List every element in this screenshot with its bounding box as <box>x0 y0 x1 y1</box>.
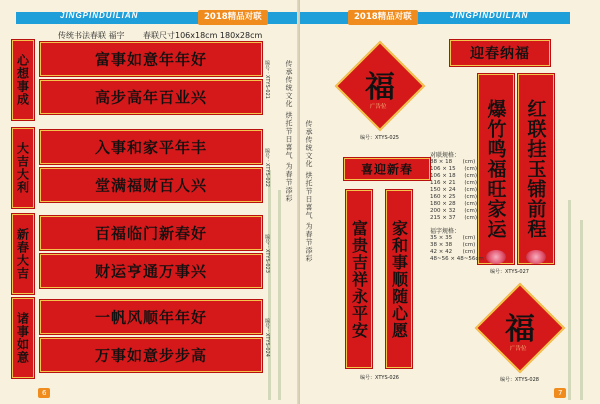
spec-item: 88 × 18 (cm) <box>430 159 476 165</box>
product-code: 编号：XTYS-023 <box>264 234 270 273</box>
product-code: 编号：XTYS-025 <box>360 135 399 141</box>
spec-item: 38 × 38 (cm) <box>430 242 476 248</box>
couplet-upper: 红联挂玉铺前程 <box>518 74 554 264</box>
spec-item: 215 × 37 (cm) <box>430 215 478 221</box>
product-code: 编号：XTYS-028 <box>500 377 539 383</box>
ad-label: 广告位 <box>370 104 387 110</box>
spec-item: 35 × 35 (cm) <box>430 235 476 241</box>
right-page <box>300 0 600 404</box>
page-number: 7 <box>554 388 566 398</box>
fu-spec-title: 福字规格： <box>430 228 461 235</box>
spec-item: 106 × 15 (cm) <box>430 166 478 172</box>
spec-item: 42 × 42 (cm) <box>430 249 476 255</box>
brand-text: JINGPINDUILIAN <box>60 11 139 20</box>
couplet-upper: 一帆风顺年年好 <box>40 300 262 334</box>
page-number: 6 <box>38 388 50 398</box>
spec-item: 106 × 18 (cm) <box>430 173 478 179</box>
product-code: 编号：XTYS-022 <box>264 148 270 187</box>
caption-size: 春联尺寸106x18cm 180x28cm <box>143 31 263 40</box>
couplet-lower: 财运亨通万事兴 <box>40 254 262 288</box>
spec-item: 116 × 21 (cm) <box>430 180 478 186</box>
spec-item: 160 × 25 (cm) <box>430 194 478 200</box>
product-code: 编号：XTYS-021 <box>264 60 270 99</box>
bamboo-decoration <box>568 200 571 400</box>
fu-character: 福 <box>505 312 535 347</box>
spec-item: 150 × 24 (cm) <box>430 187 478 193</box>
ad-label: 广告位 <box>510 346 527 352</box>
horizontal-banner: 迎春纳福 <box>450 40 550 66</box>
product-code: 编号：XTYS-026 <box>360 375 399 381</box>
vertical-couplet-heng: 新春大吉 <box>12 214 34 294</box>
couplet-lower: 万事如意步步高 <box>40 338 262 372</box>
bamboo-decoration <box>580 220 583 400</box>
couplet-upper: 家和事顺随心愿 <box>386 190 412 368</box>
spec-item: 48~56 × 48~56cm <box>430 256 484 262</box>
spec-title: 对联规格： <box>430 152 461 159</box>
couplet-upper: 百福临门新春好 <box>40 216 262 250</box>
vertical-couplet-heng: 心想事成 <box>12 40 34 120</box>
flower-decoration <box>526 250 546 264</box>
couplet-upper: 富事如意年年好 <box>40 42 262 76</box>
flower-decoration <box>486 250 506 264</box>
vertical-couplet-heng: 诸事如意 <box>12 298 34 378</box>
vertical-couplet-heng: 大吉大利 <box>12 128 34 208</box>
horizontal-banner: 喜迎新春 <box>344 158 430 180</box>
year-tag: 2018精品对联 <box>198 10 268 25</box>
product-code: 编号：XTYS-024 <box>264 318 270 357</box>
side-slogan: 传承传统文化 烘托节日喜气 为春节添彩 <box>285 60 293 203</box>
spec-item: 180 × 28 (cm) <box>430 201 478 207</box>
couplet-lower: 爆竹鸣福旺家运 <box>478 74 514 264</box>
couplet-upper: 入事和家平年丰 <box>40 130 262 164</box>
fu-character: 福 <box>365 70 395 105</box>
bamboo-decoration <box>278 190 281 400</box>
caption-style: 传统书法春联 福字 <box>58 31 125 40</box>
header-bar <box>300 12 570 24</box>
spec-item: 200 × 32 (cm) <box>430 208 478 214</box>
couplet-lower: 高步高年百业兴 <box>40 80 262 114</box>
product-code: 编号：XTYS-027 <box>490 269 529 275</box>
brand-text: JINGPINDUILIAN <box>450 11 529 20</box>
side-slogan: 传承传统文化 烘托节日喜气 为春节添彩 <box>305 120 313 263</box>
couplet-lower: 堂满福财百人兴 <box>40 168 262 202</box>
year-tag: 2018精品对联 <box>348 10 418 25</box>
bamboo-decoration <box>268 170 271 400</box>
couplet-lower: 富贵吉祥永平安 <box>346 190 372 368</box>
